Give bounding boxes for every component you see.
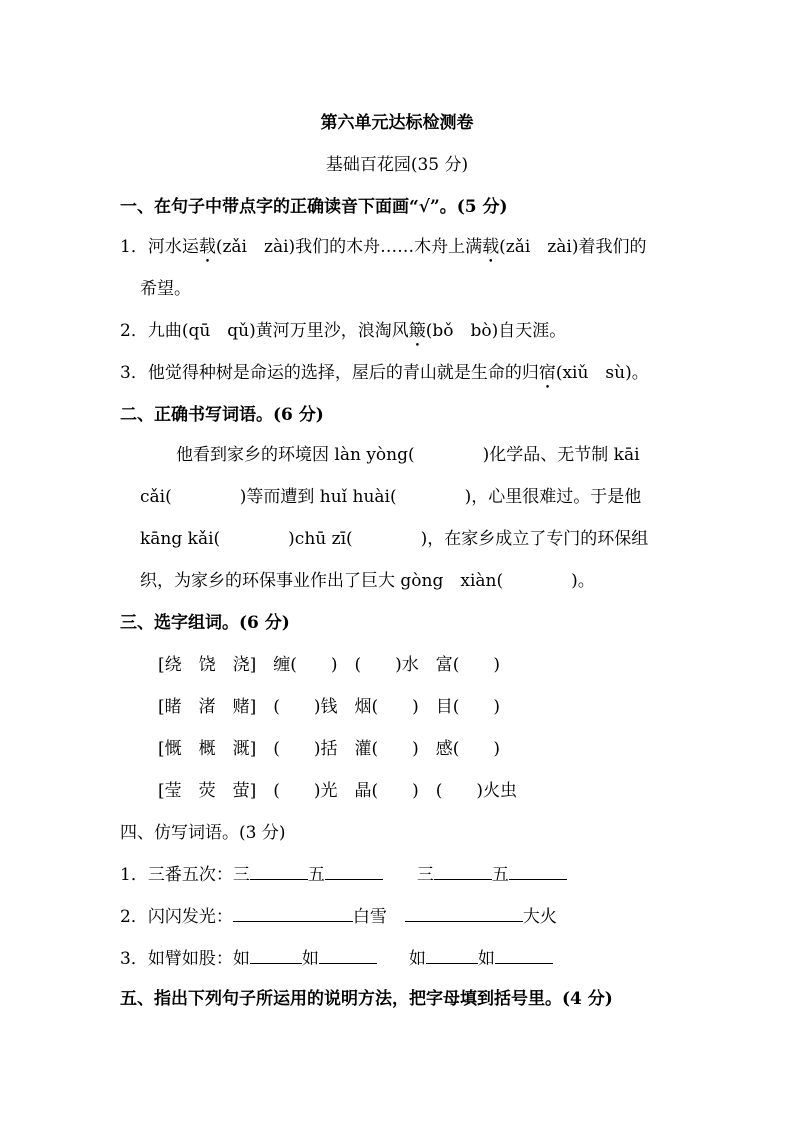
q4-item2-blank-1[interactable] — [233, 907, 353, 922]
q1-item2-text-a: 2．九曲(qū qǔ)黄河万里沙，浪淘风 — [120, 321, 409, 341]
q1-item3-text-a: 3．他觉得种树是命运的选择，屋后的青山就是生命的归 — [120, 363, 539, 383]
q1-item3 — [120, 358, 649, 393]
q4-heading: 四、仿写词语。(3 分) — [120, 823, 286, 843]
q4-item2-blank-2[interactable] — [405, 907, 523, 922]
q1-item3-text-b: (xiǔ sù)。 — [555, 363, 649, 383]
q3-row-4: [莹 荧 萤] ( )光 晶( ) ( )火虫 — [158, 781, 518, 801]
q4-item3-blank-4[interactable] — [495, 949, 553, 964]
q4-item3-label: 3．如臂如股： — [120, 949, 233, 969]
q4-item3-char-4: 如 — [477, 949, 495, 969]
q4-item3-char-3: 如 — [408, 949, 426, 969]
q1-item2 — [120, 316, 566, 351]
q4-item1-blank-1[interactable] — [250, 865, 308, 880]
q4-item1-char-4: 五 — [491, 865, 509, 885]
q4-item2-word-2: 大火 — [522, 907, 557, 927]
q1-heading: 一、在句子中带点字的正确读音下面画“√”。(5 分) — [120, 197, 508, 217]
q4-item2-word-1: 白雪 — [352, 907, 387, 927]
q4-item3-char-1: 如 — [232, 949, 250, 969]
q4-item1 — [120, 860, 567, 885]
q1-item1-text-a: 1．河水运 — [120, 237, 199, 257]
q4-item3-blank-2[interactable] — [319, 949, 377, 964]
q4-item1-char-2: 五 — [307, 865, 325, 885]
q4-item3-blank-3[interactable] — [426, 949, 478, 964]
q3-row-3: [慨 概 溉] ( )括 灌( ) 感( ) — [158, 739, 501, 759]
q2-heading: 二、正确书写词语。(6 分) — [120, 405, 324, 425]
q4-item3 — [120, 944, 553, 969]
q2-paragraph-line2: cǎi( )等而遭到 huǐ huài( )，心里很难过。于是他 — [140, 487, 642, 507]
q3-row-2: [睹 渚 赌] ( )钱 烟( ) 目( ) — [158, 697, 501, 717]
q1-item2-dotted-char: 簸 — [408, 321, 426, 341]
q4-item1-blank-3[interactable] — [434, 865, 492, 880]
q3-heading: 三、选字组词。(6 分) — [120, 613, 290, 633]
q1-item1-text-c: (zǎi zài)着我们的 — [499, 237, 647, 257]
q4-item1-label: 1．三番五次： — [120, 865, 233, 885]
q4-item1-blank-2[interactable] — [325, 865, 383, 880]
q1-item1-text-b: (zǎi zài)我们的木舟……木舟上满 — [215, 237, 483, 257]
q2-paragraph-line1: 他看到家乡的环境因 làn yòng( )化学品、无节制 kāi — [176, 445, 640, 465]
page-title: 第六单元达标检测卷 — [320, 113, 474, 133]
q1-item3-dotted-char: 宿 — [538, 363, 556, 383]
q4-item1-char-3: 三 — [416, 865, 434, 885]
section-subtitle: 基础百花园(35 分) — [325, 155, 469, 175]
q1-item2-text-b: (bǒ bò)自天涯。 — [425, 321, 567, 341]
q1-item1-dotted-char-2: 载 — [482, 237, 500, 257]
q4-item1-blank-4[interactable] — [509, 865, 567, 880]
q4-item2-label: 2．闪闪发光： — [120, 907, 233, 927]
q4-item1-char-1: 三 — [232, 865, 250, 885]
q4-item2 — [120, 902, 557, 927]
q1-item1-line1 — [120, 232, 646, 267]
q4-item3-blank-1[interactable] — [250, 949, 302, 964]
q2-paragraph-line3: kāng kǎi( )chū zī( )，在家乡成立了专门的环保组 — [140, 529, 649, 549]
q5-heading: 五、指出下列句子所运用的说明方法，把字母填到括号里。(4 分) — [120, 989, 613, 1009]
q2-paragraph-line4: 织，为家乡的环保事业作出了巨大 gòng xiàn( )。 — [140, 571, 595, 591]
q4-item3-char-2: 如 — [301, 949, 319, 969]
q3-row-1: [绕 饶 浇] 缠( ) ( )水 富( ) — [158, 655, 501, 675]
q1-item1-dotted-char-1: 载 — [198, 237, 216, 257]
q1-item1-line2: 希望。 — [140, 279, 191, 299]
